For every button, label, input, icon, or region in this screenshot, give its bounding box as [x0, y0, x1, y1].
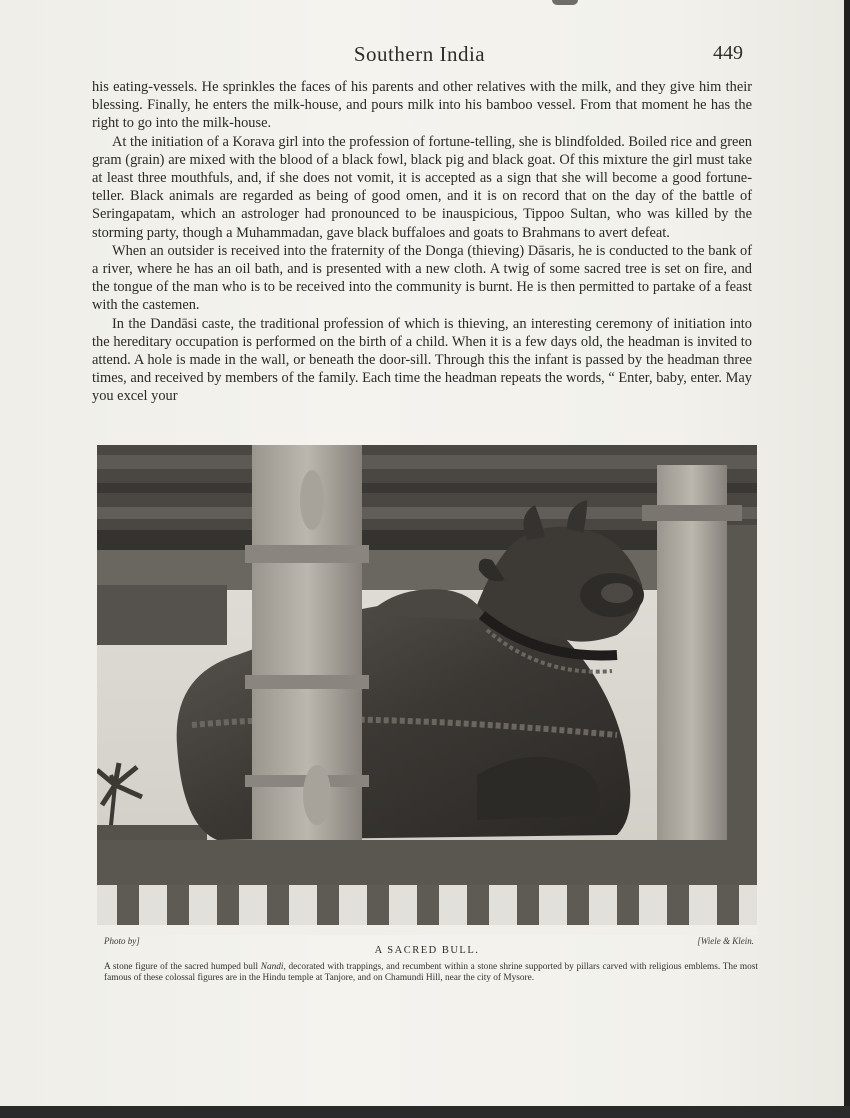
photo-credit-left: Photo by]	[104, 936, 140, 946]
caption-text-before: A stone figure of the sacred humped bull	[104, 962, 261, 972]
caption-text-after: , decorated with trappings, and recumbent within a stone shrine supported by pillars carved with religious emblems. The most famous of these colossal figures are in the Hindu temple at Tanjore, and on Chamundi Hill, near the city of Mysore.	[104, 962, 758, 983]
paragraph-dandasi: In the Dandāsi caste, the traditional profession of which is thieving, an interesting ceremony of initiation into the hereditary occupation is performed on the birth of a child. When it is a few days old, the headman is invited to attend. A hole is made in the wall, or beneath the door-sill. Through this the infant is passed by the headman three times, and received by members of the family. Each time the headman repeats the words, “ Enter, baby, enter. May you excel your	[92, 315, 752, 405]
body-text	[92, 78, 752, 406]
sacred-bull-photograph	[97, 445, 757, 935]
caption-italic-term: Nandi	[260, 962, 284, 972]
caption-body	[104, 962, 758, 984]
page-number: 449	[713, 42, 743, 64]
page-right-edge	[844, 0, 850, 1118]
photo-credit-right: [Wiele & Klein.	[697, 936, 754, 946]
paragraph-donga: When an outsider is received into the fraternity of the Donga (thieving) Dāsaris, he is conducted to the bank of a river, where he has an oil bath, and is presented with a new cloth. A twig of some sacred tree is set on fire, and the tongue of the man who is to be received into the community is burnt. He is then permitted to partake of a feast with the castemen.	[92, 242, 752, 314]
paragraph-korava: At the initiation of a Korava girl into the profession of fortune-telling, she is blindfolded. Boiled rice and green gram (grain) are mixed with the blood of a black fowl, black pig and black goat. Of this mixture the girl must take at least three mouthfuls, and, if she does not vomit, it is accepted as a sign that she will become a good fortune-teller. Black animals are regarded as being of good omen, and it is on record that on the day of the battle of Seringapatam, which an astrologer had pronounced to be inauspicious, Tippoo Sultan, who was killed by the storming party, though a Muhammadan, gave black buffaloes and goats to Brahmans to avert defeat.	[92, 133, 752, 241]
page-edge-mark	[552, 0, 578, 5]
running-header	[92, 40, 747, 70]
page-bottom-edge	[0, 1106, 850, 1118]
caption-title: A SACRED BULL.	[374, 945, 480, 956]
paragraph-continuation: his eating-vessels. He sprinkles the faces of his parents and other relatives with the milk, and they give him their blessing. Finally, he enters the milk-house, and pours milk into his bamboo vessel. From that moment he has the right to go into the milk-house.	[92, 79, 752, 132]
page-title: Southern India	[353, 42, 486, 66]
